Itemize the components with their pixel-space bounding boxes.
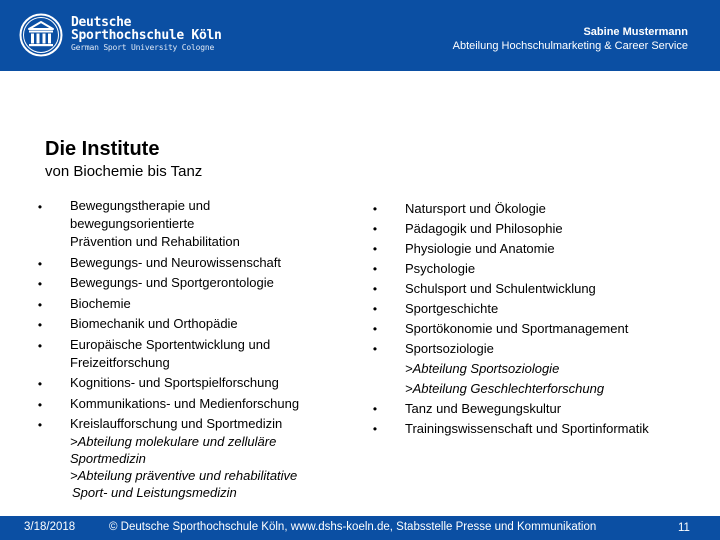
bullet-icon: •	[372, 222, 378, 236]
institute-name: Sportökonomie und Sportmanagement	[405, 321, 629, 336]
institute-name: Kreislaufforschung und Sportmedizin	[70, 416, 283, 431]
institute-list-item	[35, 415, 335, 501]
institute-name: Sportsoziologie	[405, 341, 494, 356]
institute-list-item	[35, 315, 335, 333]
department-subitem: >Abteilung Geschlechterforschung	[405, 381, 605, 396]
bullet-icon: •	[37, 297, 43, 312]
presenter-info	[453, 26, 688, 53]
bullet-icon: •	[37, 377, 43, 391]
footer-bar	[0, 516, 720, 540]
bullet-icon: •	[372, 322, 378, 336]
bullet-icon: •	[372, 262, 378, 276]
department-subitem: >Abteilung Sportsoziologie	[405, 361, 560, 376]
institute-name: Schulsport und Schulentwicklung	[405, 281, 596, 296]
institute-name: bewegungsorientierte	[70, 216, 195, 231]
slide-subtitle: von Biochemie bis Tanz	[45, 163, 203, 180]
bullet-icon: •	[37, 397, 43, 412]
institute-list-item	[370, 199, 700, 219]
institute-name: Psychologie	[405, 261, 476, 276]
institute-list-item	[35, 374, 335, 392]
institutes-list-right	[370, 199, 700, 439]
header-bar	[0, 0, 720, 71]
institute-name: Sportgeschichte	[405, 301, 499, 316]
institute-list-item	[370, 279, 700, 299]
institute-list-item	[370, 239, 700, 259]
institute-name: Biochemie	[70, 295, 131, 311]
institute-list-item	[35, 395, 335, 413]
page-number: 11	[678, 522, 690, 534]
bullet-icon: •	[372, 422, 378, 436]
bullet-icon: •	[372, 202, 378, 216]
institute-list-item	[370, 299, 700, 319]
logo-line-deutsche: Deutsche	[71, 15, 132, 30]
institute-list-item	[370, 419, 700, 439]
bullet-icon: •	[37, 256, 43, 271]
bullet-icon: •	[372, 302, 378, 316]
bullet-icon: •	[37, 200, 43, 214]
institute-name: Biomechanik und Orthopädie	[70, 316, 238, 331]
presenter-department: Abteilung Hochschulmarketing & Career Service	[452, 40, 688, 52]
bullet-icon: •	[372, 282, 378, 296]
institute-list-item	[35, 197, 335, 251]
department-subitem: >Abteilung präventive und rehabilitative	[70, 468, 298, 483]
institute-name: Pädagogik und Philosophie	[405, 221, 563, 236]
slide-title-block	[45, 138, 202, 182]
institute-name: Europäische Sportentwicklung und	[70, 336, 271, 352]
institutes-list-left	[35, 197, 335, 504]
department-subitem: Sport- und Leistungsmedizin	[72, 485, 237, 500]
institute-name: Kommunikations- und Medienforschung	[70, 395, 300, 411]
university-logo-wordmark	[71, 16, 222, 54]
logo-line-english-name: German Sport University Cologne	[71, 43, 215, 52]
bullet-icon: •	[37, 277, 43, 291]
department-subitem: >Abteilung molekulare und zelluläre	[70, 434, 277, 449]
bullet-icon: •	[372, 242, 378, 256]
institute-name: Tanz und Bewegungskultur	[405, 401, 562, 416]
institute-name: Natursport und Ökologie	[405, 201, 546, 216]
institute-name: Prävention und Rehabilitation	[70, 234, 240, 249]
institute-list-item	[35, 254, 335, 272]
department-subitem: Sportmedizin	[70, 451, 146, 466]
institute-name: Freizeitforschung	[70, 354, 170, 370]
institute-list-item	[35, 295, 335, 313]
logo-line-sporthochschule: Sporthochschule Köln	[71, 28, 222, 43]
institute-name: Kognitions- und Sportspielforschung	[70, 375, 279, 390]
institute-name: Bewegungs- und Neurowissenschaft	[70, 254, 282, 270]
institute-list-item	[370, 219, 700, 239]
institute-list-item	[35, 336, 335, 372]
footer-copyright: © Deutsche Sporthochschule Köln, www.dshs-koeln.de, Stabsstelle Presse und Kommunikation	[109, 521, 597, 533]
institute-list-item	[370, 339, 700, 399]
institute-list-item	[370, 259, 700, 279]
bullet-icon: •	[37, 318, 43, 332]
bullet-icon: •	[37, 418, 43, 432]
bullet-icon: •	[372, 342, 378, 356]
institute-name: Bewegungstherapie und	[70, 198, 211, 213]
presenter-name: Sabine Mustermann	[583, 26, 688, 38]
footer-date: 3/18/2018	[24, 521, 76, 533]
institute-list-item	[35, 274, 335, 292]
university-building-emblem-icon	[19, 13, 63, 57]
institute-list-item	[370, 319, 700, 339]
institute-list-item	[370, 399, 700, 419]
slide-title: Die Institute	[45, 138, 160, 160]
institute-name: Physiologie und Anatomie	[405, 241, 555, 256]
institute-name: Bewegungs- und Sportgerontologie	[70, 275, 274, 290]
bullet-icon: •	[37, 338, 43, 353]
institute-name: Trainingswissenschaft und Sportinformatik	[405, 421, 649, 436]
bullet-icon: •	[372, 402, 378, 416]
